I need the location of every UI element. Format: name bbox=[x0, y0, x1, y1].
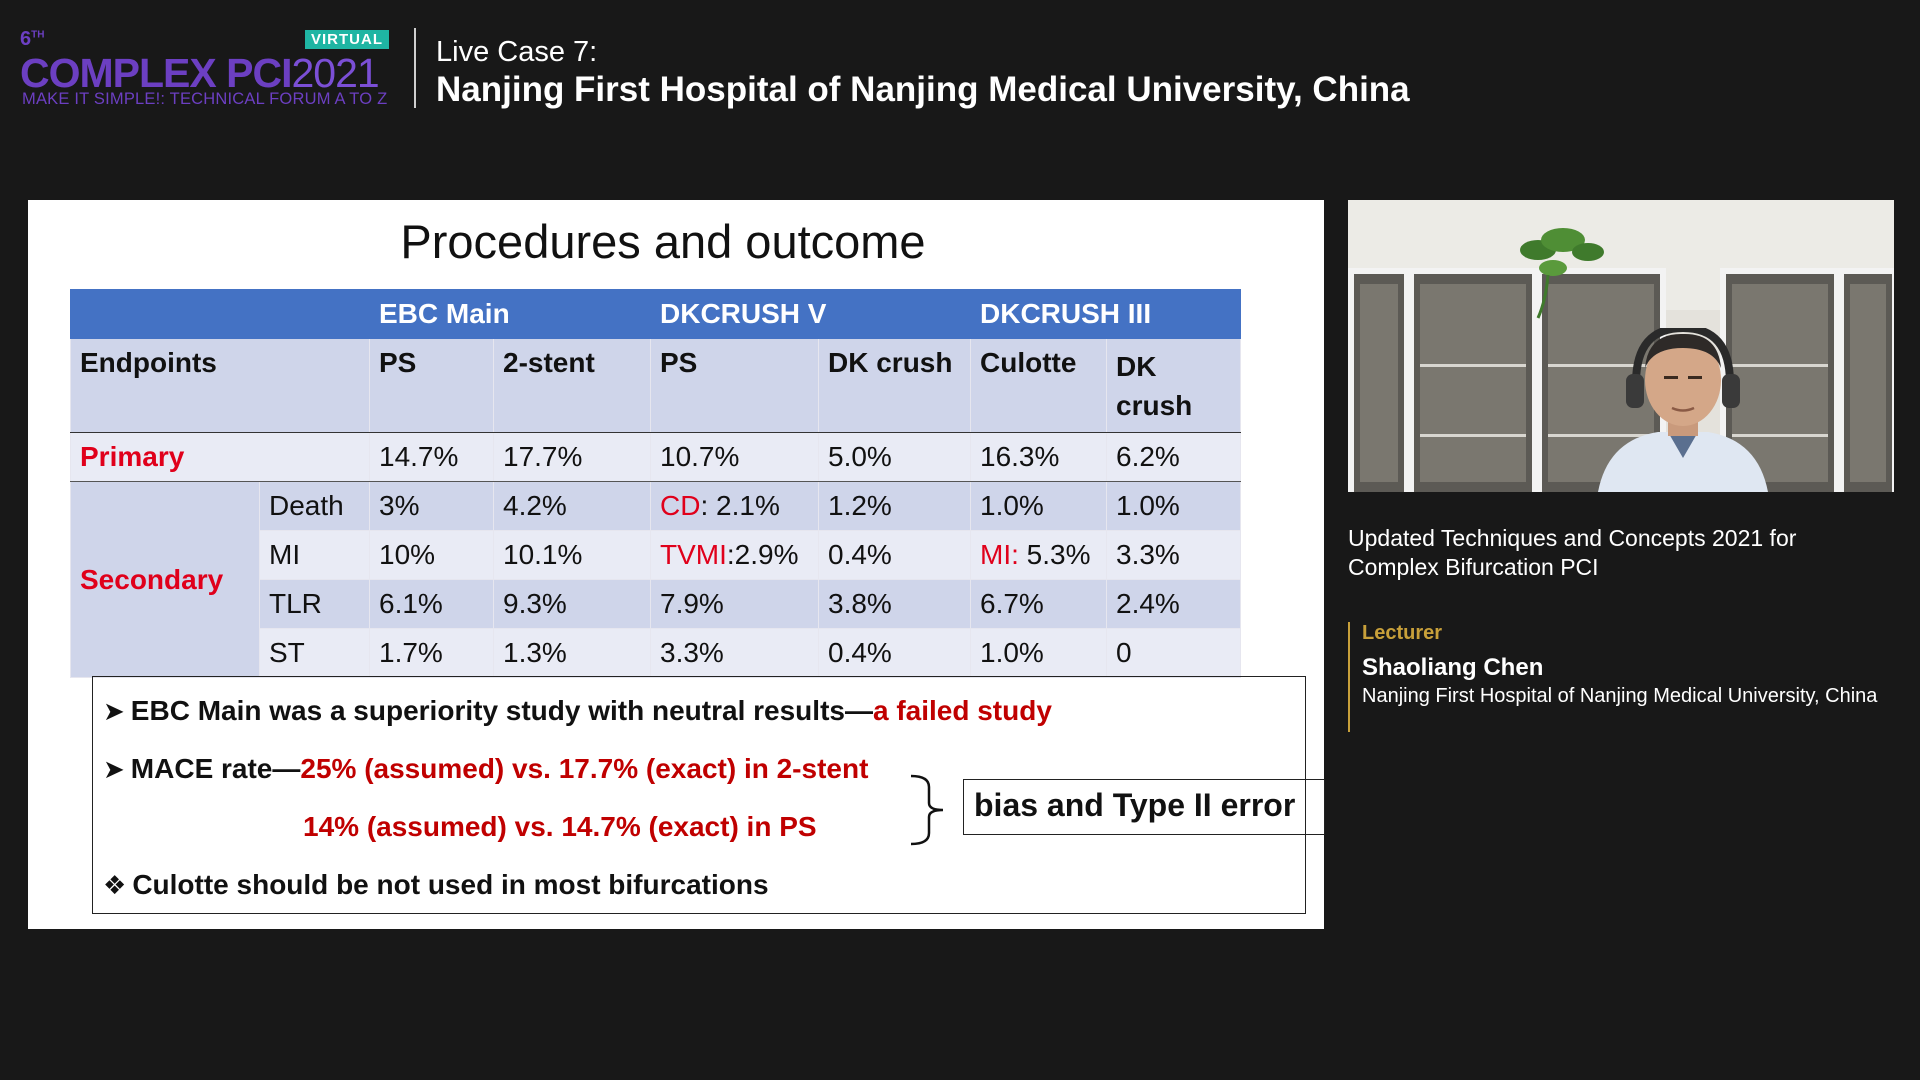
table-cell: 1.0% bbox=[971, 482, 1107, 531]
table-cell: 0.4% bbox=[819, 629, 971, 678]
curly-brace-icon bbox=[909, 773, 949, 847]
column-header: PS bbox=[370, 339, 494, 433]
lecturer-name: Shaoliang Chen bbox=[1362, 654, 1544, 681]
table-cell: 10% bbox=[370, 531, 494, 580]
secondary-label: Secondary bbox=[71, 482, 260, 678]
talk-title: Updated Techniques and Concepts 2021 for Complex Bifurcation PCI bbox=[1348, 525, 1797, 580]
video-background bbox=[1348, 200, 1894, 492]
conference-logo bbox=[20, 28, 395, 110]
table-cell: 1.7% bbox=[370, 629, 494, 678]
logo-tagline: MAKE IT SIMPLE!: TECHNICAL FORUM A TO Z bbox=[22, 90, 388, 108]
table-cell: 3.8% bbox=[819, 580, 971, 629]
table-cell: 1.2% bbox=[819, 482, 971, 531]
table-group-header bbox=[71, 290, 1241, 339]
column-header: DK crush bbox=[1107, 339, 1241, 433]
table-cell: 9.3% bbox=[494, 580, 651, 629]
table-cell: 3.3% bbox=[1107, 531, 1241, 580]
logo-edition: 6TH bbox=[20, 28, 45, 50]
speaker-video bbox=[1348, 200, 1894, 492]
table-cell: 10.1% bbox=[494, 531, 651, 580]
note-culotte: ❖ Culotte should be not used in most bifurcations bbox=[103, 869, 769, 900]
table-cell: 1.0% bbox=[1107, 482, 1241, 531]
endpoints-header: Endpoints bbox=[71, 339, 370, 433]
header-divider bbox=[414, 28, 416, 108]
notes-box bbox=[92, 676, 1306, 914]
table-cell: 6.2% bbox=[1107, 433, 1241, 482]
bias-error-box: bias and Type II error bbox=[963, 779, 1325, 835]
group-dkcrush-iii: DKCRUSH III bbox=[971, 290, 1241, 339]
table-cell: 0.4% bbox=[819, 531, 971, 580]
outcomes-table bbox=[70, 289, 1241, 678]
note-mace-rate: ➤ MACE rate—25% (assumed) vs. 17.7% (exact) in 2-stent bbox=[103, 753, 869, 784]
plant-icon bbox=[1508, 220, 1618, 320]
table-cell: 3% bbox=[370, 482, 494, 531]
table-cell: 0 bbox=[1107, 629, 1241, 678]
row-label: MI bbox=[260, 531, 370, 580]
column-header: 2-stent bbox=[494, 339, 651, 433]
lecturer-affiliation: Nanjing First Hospital of Nanjing Medical University, China bbox=[1362, 685, 1878, 707]
table-cell: 1.0% bbox=[971, 629, 1107, 678]
table-cell: TVMI:2.9% bbox=[651, 531, 819, 580]
lecturer-label: Lecturer bbox=[1362, 622, 1443, 644]
row-label: Death bbox=[260, 482, 370, 531]
table-row bbox=[71, 433, 1241, 482]
presentation-slide bbox=[28, 200, 1324, 929]
speaker-person bbox=[1588, 328, 1778, 492]
table-cell: 17.7% bbox=[494, 433, 651, 482]
group-dkcrush-v: DKCRUSH V bbox=[651, 290, 971, 339]
table-cell: 16.3% bbox=[971, 433, 1107, 482]
table-cell: 1.3% bbox=[494, 629, 651, 678]
table-cell: CD: 2.1% bbox=[651, 482, 819, 531]
group-ebc-main: EBC Main bbox=[370, 290, 651, 339]
table-cell: 2.4% bbox=[1107, 580, 1241, 629]
arrow-bullet-icon: ➤ bbox=[103, 754, 125, 784]
table-cell: 3.3% bbox=[651, 629, 819, 678]
row-label: ST bbox=[260, 629, 370, 678]
table-cell: 6.1% bbox=[370, 580, 494, 629]
table-cell: 10.7% bbox=[651, 433, 819, 482]
lecturer-accent-bar bbox=[1348, 622, 1350, 732]
diamond-bullet-icon: ❖ bbox=[103, 870, 127, 900]
slide-title: Procedures and outcome bbox=[400, 215, 926, 268]
table-cell: 5.0% bbox=[819, 433, 971, 482]
note-ebc-main: ➤ EBC Main was a superiority study with neutral results—a failed study bbox=[103, 695, 1052, 726]
table-header-blank bbox=[71, 290, 370, 339]
row-label: TLR bbox=[260, 580, 370, 629]
arrow-bullet-icon: ➤ bbox=[103, 696, 125, 726]
case-label: Live Case 7: bbox=[436, 36, 598, 68]
table-cell: 6.7% bbox=[971, 580, 1107, 629]
logo-event-name: COMPLEX PCI2021 bbox=[20, 50, 379, 96]
table-column-header bbox=[71, 339, 1241, 433]
hospital-title: Nanjing First Hospital of Nanjing Medical University, China bbox=[436, 70, 1410, 109]
column-header: Culotte bbox=[971, 339, 1107, 433]
table-cell: 4.2% bbox=[494, 482, 651, 531]
note-mace-ps: 14% (assumed) vs. 14.7% (exact) in PS bbox=[303, 811, 817, 842]
column-header: DK crush bbox=[819, 339, 971, 433]
primary-label: Primary bbox=[71, 433, 370, 482]
table-cell: MI: 5.3% bbox=[971, 531, 1107, 580]
table-cell: 14.7% bbox=[370, 433, 494, 482]
table-row bbox=[71, 482, 1241, 531]
column-header: PS bbox=[651, 339, 819, 433]
virtual-badge: VIRTUAL bbox=[305, 30, 389, 49]
table-cell: 7.9% bbox=[651, 580, 819, 629]
